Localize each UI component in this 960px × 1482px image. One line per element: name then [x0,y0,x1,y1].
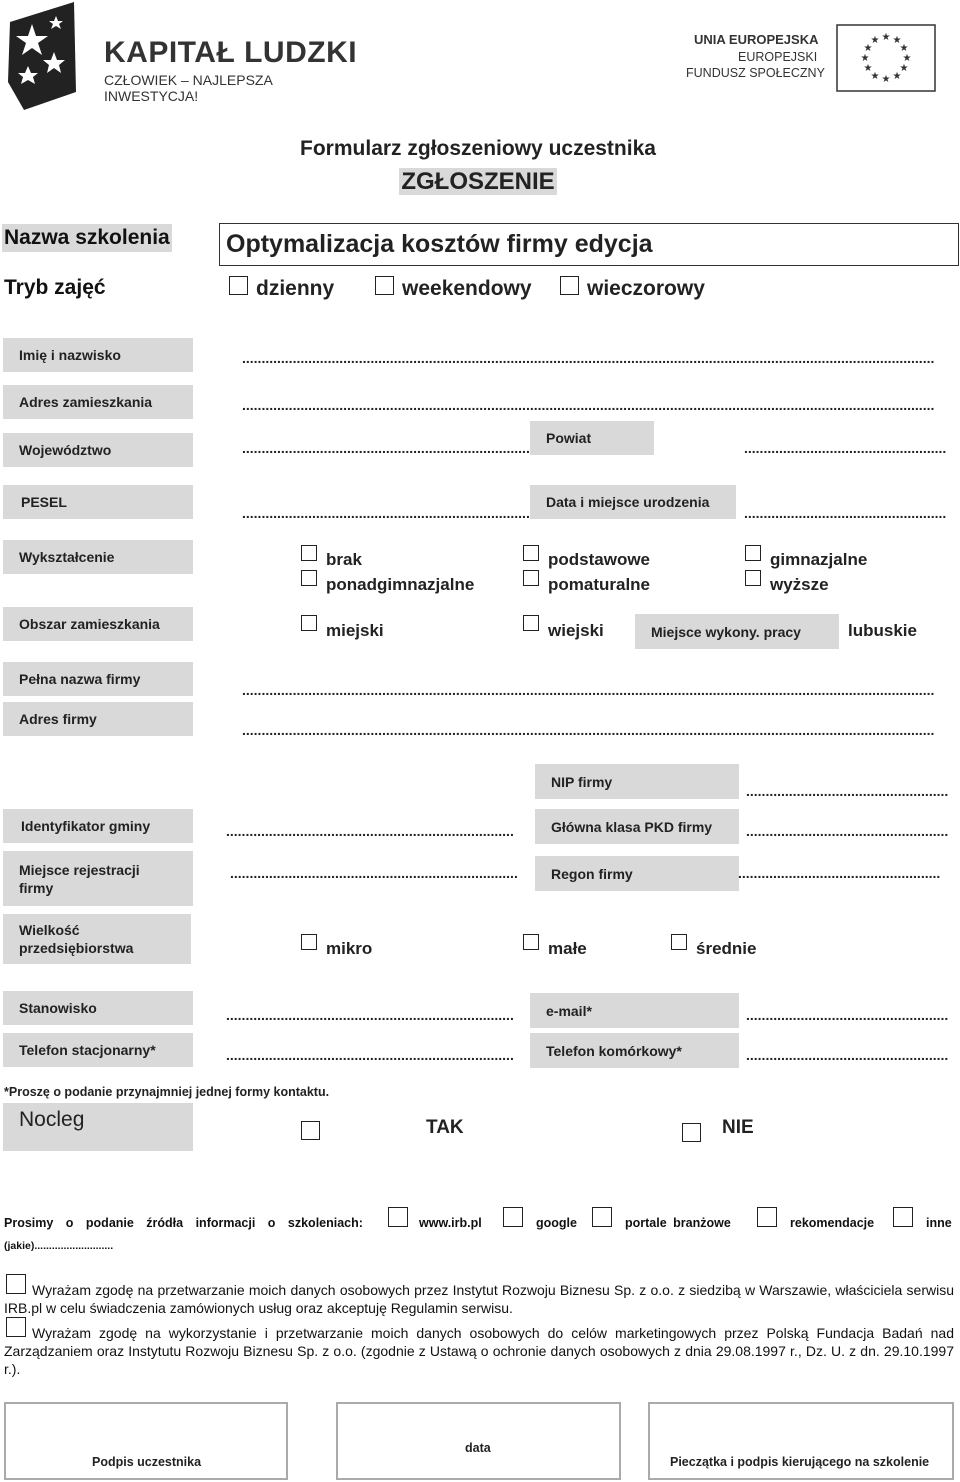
size-srednie-label: średnie [696,939,757,958]
lodging-no-label: NIE [722,1117,754,1138]
regon-label: Regon firmy [535,856,739,891]
mode-weekendowy-label: weekendowy [402,277,532,300]
edu-wyzsze-label: wyższe [770,575,829,594]
lodging-no-checkbox[interactable] [682,1123,701,1142]
education-label: Wykształcenie [3,540,193,574]
registration-label: Miejsce rejestracji firmy [3,851,193,906]
kapital-ludzki-emblem [4,2,80,110]
mode-wieczorowy-label: wieczorowy [587,277,705,300]
eu-logo-line2: EUROPEJSKI [738,50,818,64]
edu-wyzsze-checkbox[interactable] [745,570,761,586]
edu-brak-checkbox[interactable] [301,545,317,561]
kapital-ludzki-logo [4,2,364,112]
stamp-label: Pieczątka i podpis kierującego na szkolenie [670,1455,930,1469]
position-input-dots[interactable]: .......................................................................... [226,1007,514,1023]
workplace-value[interactable]: lubuskie [848,621,917,640]
course-label: Nazwa szkolenia [2,224,172,252]
edu-podstawowe-label: podstawowe [548,550,651,569]
source-portale-checkbox[interactable] [592,1207,612,1227]
svg-text:★: ★ [863,43,873,54]
county-input-dots[interactable]: .................................................... [744,440,947,456]
address-input-dots[interactable]: .................................................................................................................................................................................. [242,397,935,413]
source-inne-label: inne [926,1216,952,1230]
province-input-dots[interactable]: .......................................................................... [242,440,530,456]
consent-2-text [4,1324,954,1378]
source-inne-checkbox[interactable] [893,1207,913,1227]
svg-text:★: ★ [899,43,909,54]
email-input-dots[interactable]: .................................................... [746,1007,949,1023]
eu-flag-icon [836,24,936,92]
phone-label: Telefon stacjonarny* [3,1033,193,1067]
svg-text:★: ★ [892,71,902,82]
date-label: data [465,1441,491,1455]
eu-logo [686,22,938,94]
mode-wieczorowy-checkbox[interactable] [560,276,579,295]
edu-podstawowe-checkbox[interactable] [523,545,539,561]
svg-text:★: ★ [881,74,891,85]
size-mikro-checkbox[interactable] [301,934,317,950]
svg-text:★: ★ [902,53,912,64]
svg-text:★: ★ [899,63,909,74]
workplace-label: Miejsce wykony. pracy [635,614,839,649]
source-rekomendacje-checkbox[interactable] [757,1207,777,1227]
area-miejski-checkbox[interactable] [301,615,317,631]
size-label: Wielkość przedsiębiorstwa [3,914,191,964]
nip-label: NIP firmy [535,764,739,799]
edu-pomaturalne-checkbox[interactable] [523,570,539,586]
course-value-box[interactable] [219,223,959,266]
kapital-ludzki-title: KAPITAŁ LUDZKI [104,36,358,69]
source-google-checkbox[interactable] [503,1207,523,1227]
phone-input-dots[interactable]: .......................................................................... [226,1047,514,1063]
pesel-label: PESEL [3,485,193,519]
eu-logo-line3: FUNDUSZ SPOŁECZNY [686,66,825,80]
edu-ponadgimnazjalne-checkbox[interactable] [301,570,317,586]
source-irb-checkbox[interactable] [388,1207,408,1227]
consent-2-body: Wyrażam zgodę na wykorzystanie i przetwarzanie moich danych osobowych do celów marketingowych przez Polską Fundacja Badań nad Zarządzaniem oraz Instytutu Rozwoju Biznesu Sp. z o.o. (zgodnie z Ustawą o ochronie danych osobowych z dnia 29.08.1997 r., Dz. U. z dn. 29.10.1997 r.). [4,1325,954,1377]
consent-1-body: Wyrażam zgodę na przetwarzanie moich danych osobowych przez Instytut Rozwoju Biznesu Sp. z o.o. z siedzibą w Warszawie, właściciela serwisu IRB.pl w celu świadczenia zamówionych usług oraz akceptuję Regulamin serwisu. [4,1282,954,1316]
edu-gimnazjalne-label: gimnazjalne [770,550,868,569]
lodging-yes-label: TAK [426,1117,464,1138]
source-portale-label: portale branżowe [625,1216,731,1230]
source-question: Prosimy o podanie źródła informacji o szkoleniach: [4,1216,363,1230]
source-other[interactable]: (jakie)........................... [4,1240,114,1252]
lodging-label: Nocleg [3,1103,193,1151]
area-wiejski-checkbox[interactable] [523,615,539,631]
county-label: Powiat [530,421,654,455]
svg-text:★: ★ [892,35,902,46]
pkd-input-dots[interactable]: .................................................... [746,823,949,839]
course-value: Optymalizacja kosztów firmy edycja [226,230,653,258]
svg-text:★: ★ [870,71,880,82]
form-subtitle [0,168,956,196]
gmina-id-label: Identyfikator gminy [3,809,193,843]
size-srednie-checkbox[interactable] [671,934,687,950]
email-label: e-mail* [530,993,739,1028]
lodging-yes-checkbox[interactable] [301,1121,320,1140]
registration-input-dots[interactable]: .......................................................................... [230,865,518,881]
participant-signature-label: Podpis uczestnika [92,1455,202,1469]
size-male-checkbox[interactable] [523,934,539,950]
source-irb-label: www.irb.pl [419,1216,482,1230]
pesel-input-dots[interactable]: .......................................................................... [242,505,530,521]
regon-input-dots[interactable]: .................................................... [738,865,941,881]
svg-text:★: ★ [863,63,873,74]
source-rekomendacje-label: rekomendacje [790,1216,875,1230]
mobile-input-dots[interactable]: .................................................... [746,1047,949,1063]
svg-text:★: ★ [870,35,880,46]
birth-input-dots[interactable]: .................................................... [744,505,947,521]
form-subtitle-text: ZGŁOSZENIE [401,168,555,195]
gmina-id-input-dots[interactable]: .......................................................................... [226,823,514,839]
name-input-dots[interactable]: .................................................................................................................................................................................. [242,350,935,366]
mobile-label: Telefon komórkowy* [530,1033,739,1068]
area-wiejski-label: wiejski [548,621,604,640]
mode-dzienny-label: dzienny [256,277,335,300]
edu-gimnazjalne-checkbox[interactable] [745,545,761,561]
address-label: Adres zamieszkania [3,385,193,419]
size-mikro-label: mikro [326,939,373,958]
edu-brak-label: brak [326,550,362,569]
province-label: Województwo [3,433,193,467]
source-google-label: google [536,1216,577,1230]
area-miejski-label: miejski [326,621,384,640]
kapital-ludzki-subtitle: CZŁOWIEK – NAJLEPSZA INWESTYCJA! [104,72,273,104]
contact-note: *Proszę o podanie przynajmniej jednej formy kontaktu. [4,1085,330,1099]
name-label: Imię i nazwisko [3,338,193,372]
consent-1-text [4,1281,954,1317]
mode-dzienny-checkbox[interactable] [229,276,248,295]
edu-ponadgimnazjalne-label: ponadgimnazjalne [326,575,475,594]
pkd-label: Główna klasa PKD firmy [535,809,739,844]
svg-text:★: ★ [881,32,891,43]
size-male-label: małe [548,939,587,958]
edu-pomaturalne-label: pomaturalne [548,575,651,594]
eu-logo-line1: UNIA EUROPEJSKA [694,32,819,47]
area-label: Obszar zamieszkania [3,607,193,641]
svg-text:★: ★ [860,53,870,64]
form-title: Formularz zgłoszeniowy uczestnika [300,137,656,160]
birth-label: Data i miejsce urodzenia [530,485,736,519]
mode-label: Tryb zajęć [4,276,106,299]
company-address-label: Adres firmy [3,702,193,736]
mode-weekendowy-checkbox[interactable] [375,276,394,295]
nip-input-dots[interactable]: .................................................... [746,783,949,799]
company-address-input-dots[interactable]: .................................................................................................................................................................................. [242,722,935,738]
company-name-label: Pełna nazwa firmy [3,662,193,696]
position-label: Stanowisko [3,991,193,1025]
company-name-input-dots[interactable]: .................................................................................................................................................................................. [242,682,935,698]
